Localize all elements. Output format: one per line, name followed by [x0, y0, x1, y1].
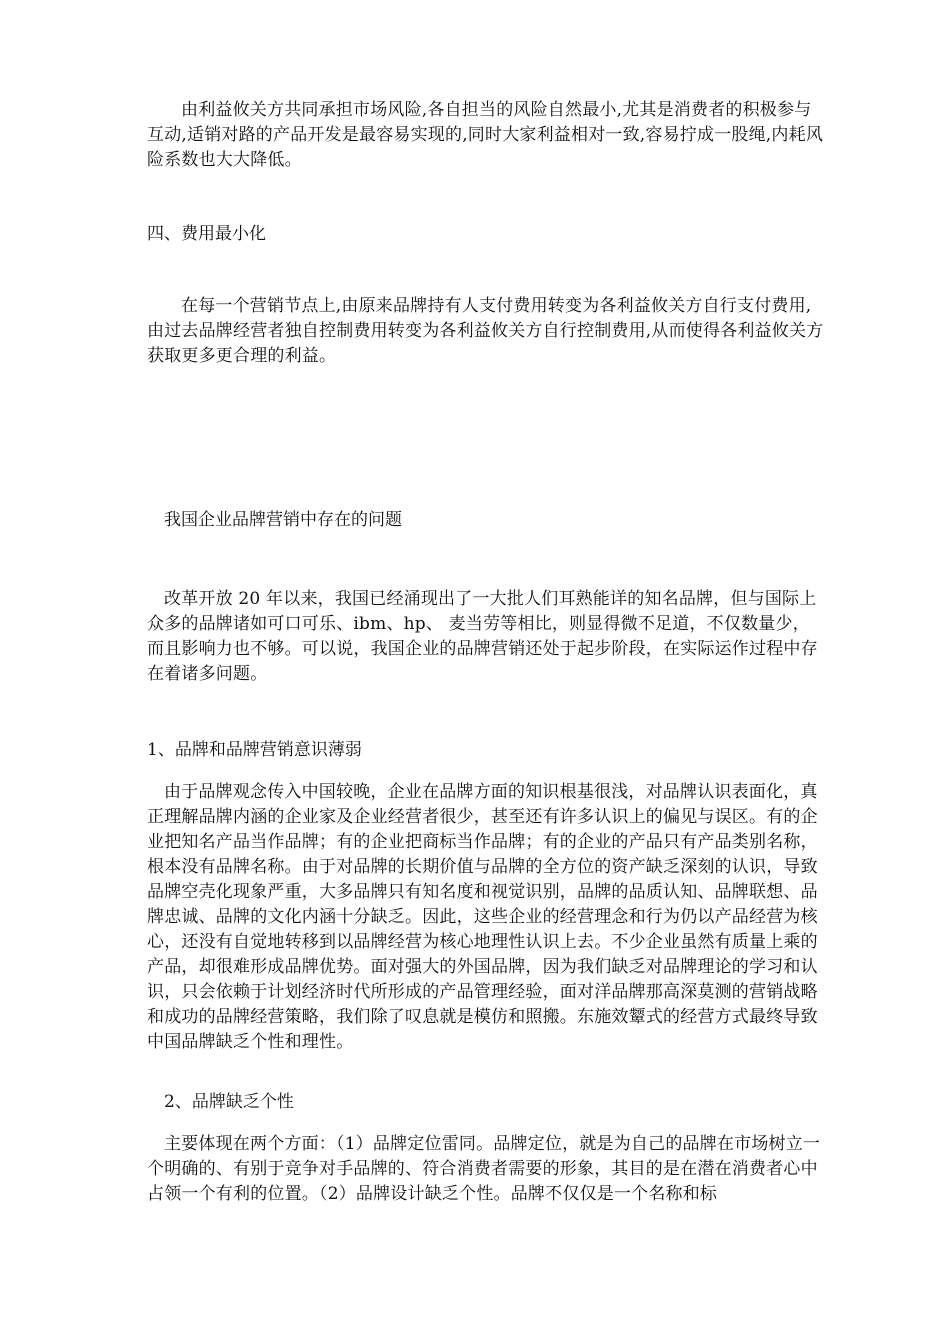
paragraph-risk-sharing: 由利益攸关方共同承担市场风险,各自担当的风险自然最小,尤其是消费者的积极参与互动,适销对路的产品开发是最容易实现的,同时大家利益相对一致,容易拧成一股绳,内耗风险系数也大大降低。 — [147, 100, 824, 170]
paragraph-cost-sharing: 在每一个营销节点上,由原来品牌持有人支付费用转变为各利益攸关方自行支付费用,由过去品牌经营者独自控制费用转变为各利益攸关方自行控制费用,从而使得各利益攸关方获取更多更合理的利益。 — [147, 296, 824, 366]
heading-lack-of-personality: 2、品牌缺乏个性 — [164, 1092, 294, 1112]
paragraph-weak-brand-awareness: 由于品牌观念传入中国较晚，企业在品牌方面的知识根基很浅，对品牌认识表面化，真正理解品牌内涵的企业家及企业经营者很少，甚至还有许多认识上的偏见与误区。有的企业把知名产品当作品牌；有的企业把商标当作品牌；有的企业的产品只有产品类别名称，根本没有品牌名称。由于对品牌的长期价值与品牌的全方位的资产缺乏深刻的认识，导致品牌空壳化现象严重，大多品牌只有知名度和视觉识别，品牌的品质认知、品牌联想、品牌忠诚、品牌的文化内涵十分缺乏。因此，这些企业的经营理念和行为仍以产品经营为核心，还没有自觉地转移到以品牌经营为核心地理性认识上去。不少企业虽然有质量上乘的产品，却很难形成品牌优势。面对强大的外国品牌，因为我们缺乏对品牌理论的学习和认识，只会依赖于计划经济时代所形成的产品管理经验，面对洋品牌那高深莫测的营销战略和成功的品牌经营策略，我们除了叹息就是模仿和照搬。东施效颦式的经营方式最终导致中国品牌缺乏个性和理性。 — [147, 782, 818, 1052]
paragraph-lack-of-personality: 主要体现在两个方面：（1）品牌定位雷同。品牌定位，就是为自己的品牌在市场树立一个明确的、有别于竞争对手品牌的、符合消费者需要的形象，其目的是在潜在消费者心中占领一个有利的位置。（2）品牌设计缺乏个性。品牌不仅仅是一个名称和标 — [147, 1134, 821, 1204]
heading-cost-minimization: 四、费用最小化 — [147, 224, 266, 244]
section-title-brand-problems: 我国企业品牌营销中存在的问题 — [164, 510, 402, 530]
heading-weak-brand-awareness: 1、品牌和品牌营销意识薄弱 — [147, 740, 362, 760]
paragraph-intro-problems: 改革开放 20 年以来，我国已经涌现出了一大批人们耳熟能详的知名品牌，但与国际上众多的品牌诸如可口可乐、ibm、hp、 麦当劳等相比，则显得微不足道，不仅数量少，而且影响力也不够。可以说，我国企业的品牌营销还处于起步阶段，在实际运作过程中存在着诸多问题。 — [147, 589, 818, 684]
